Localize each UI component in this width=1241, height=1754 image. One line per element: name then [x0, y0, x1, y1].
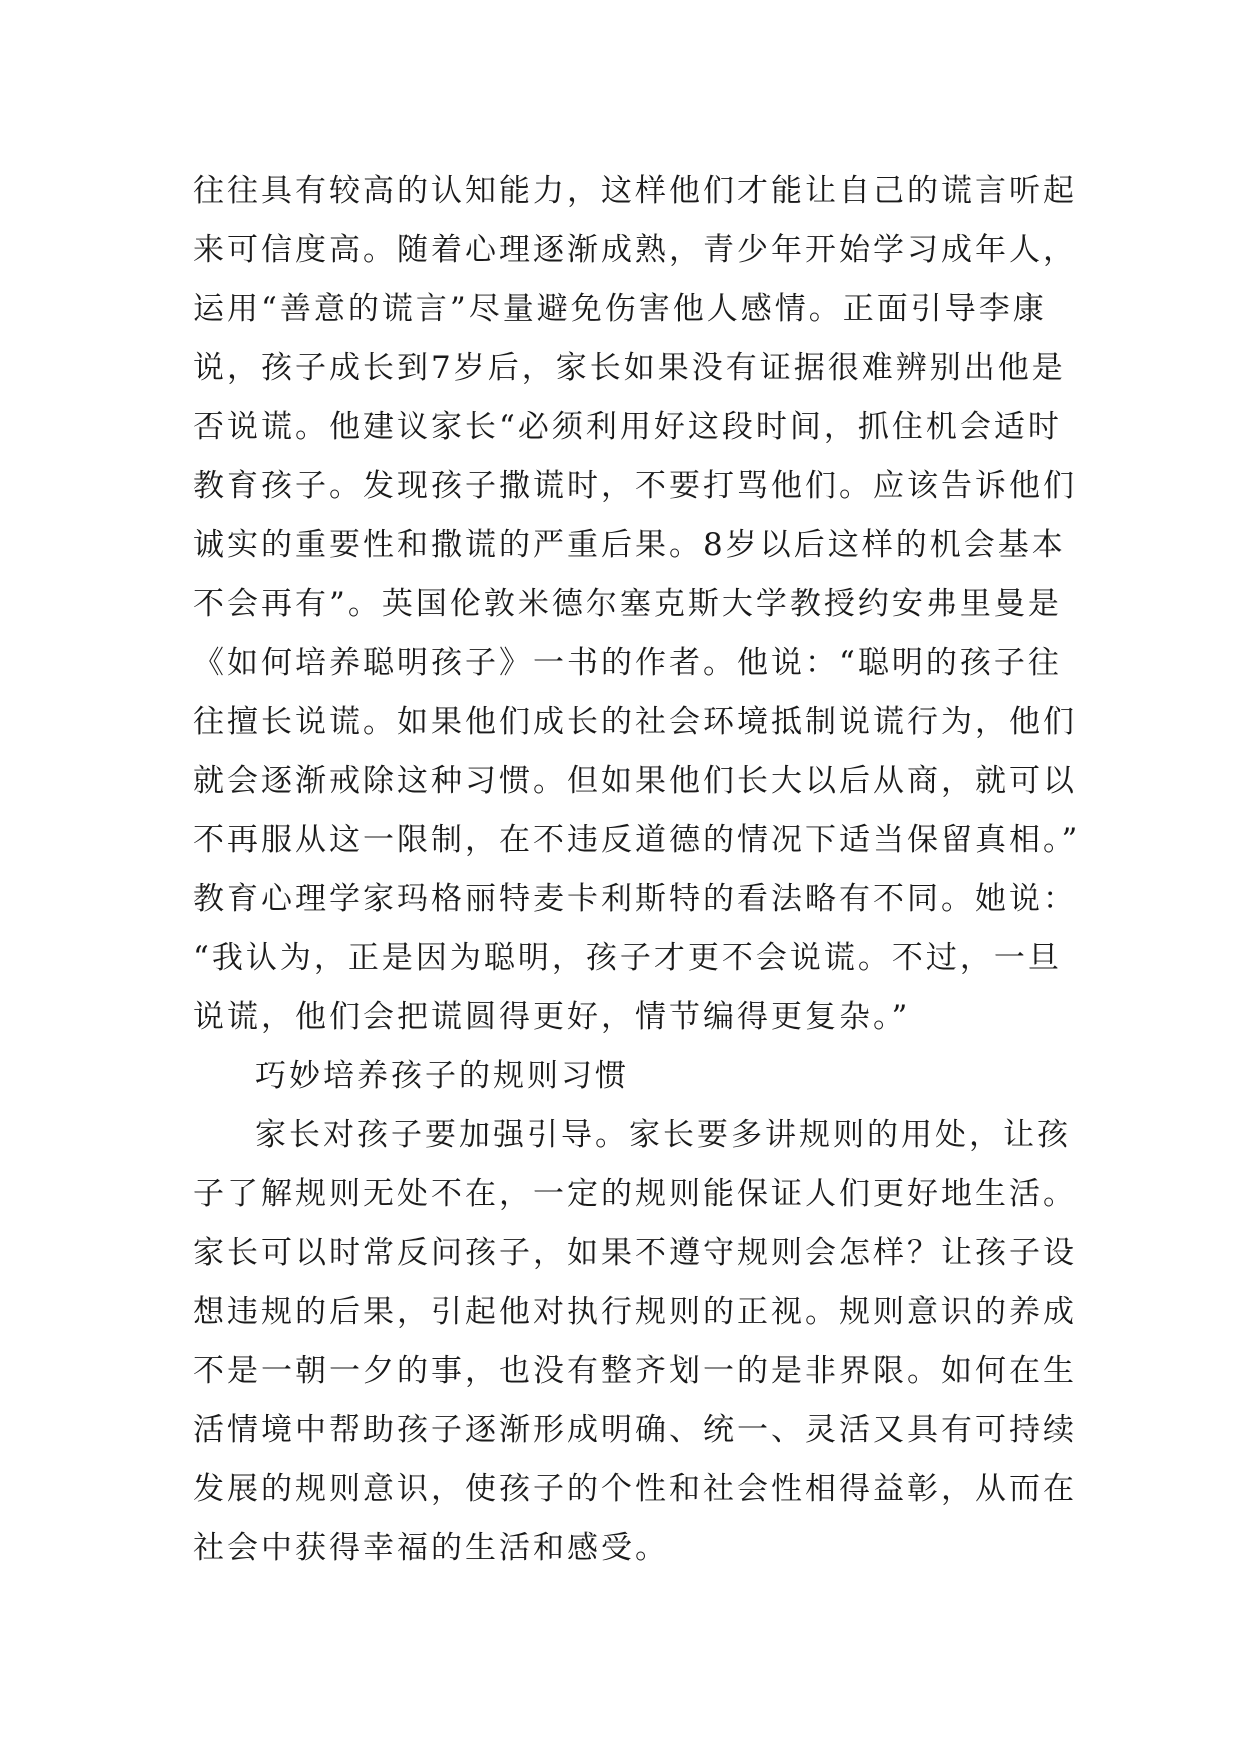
text-line: 不再服从这一限制，在不违反道德的情况下适当保留真相。” [193, 822, 1081, 858]
paragraph-first-line: 家长对孩子要加强引导。家长要多讲规则的用处，让孩 [255, 1117, 1071, 1153]
text-line: 家长可以时常反问孩子，如果不遵守规则会怎样？让孩子设 [193, 1235, 1077, 1271]
text-line: 活情境中帮助孩子逐渐形成明确、统一、灵活又具有可持续 [193, 1412, 1077, 1448]
text-line: 子了解规则无处不在，一定的规则能保证人们更好地生活。 [193, 1176, 1077, 1212]
text-line: 说谎，他们会把谎圆得更好，情节编得更复杂。” [193, 999, 911, 1035]
text-line: 往擅长说谎。如果他们成长的社会环境抵制说谎行为，他们 [193, 704, 1077, 740]
text-line: 想违规的后果，引起他对执行规则的正视。规则意识的养成 [193, 1294, 1077, 1330]
paragraph-first-line: 巧妙培养孩子的规则习惯 [255, 1058, 629, 1094]
text-line: 教育心理学家玛格丽特麦卡利斯特的看法略有不同。她说： [193, 881, 1077, 917]
text-line: “我认为，正是因为聪明，孩子才更不会说谎。不过，一旦 [193, 940, 1062, 976]
text-line: 《如何培养聪明孩子》一书的作者。他说：“聪明的孩子往 [193, 645, 1062, 681]
text-line: 往往具有较高的认知能力，这样他们才能让自己的谎言听起 [193, 173, 1077, 209]
text-line: 否说谎。他建议家长“必须利用好这段时间，抓住机会适时 [193, 409, 1062, 445]
body-text [193, 162, 1093, 1578]
text-line: 就会逐渐戒除这种习惯。但如果他们长大以后从商，就可以 [193, 763, 1077, 799]
text-line: 不是一朝一夕的事，也没有整齐划一的是非界限。如何在生 [193, 1353, 1077, 1389]
text-line: 发展的规则意识，使孩子的个性和社会性相得益彰，从而在 [193, 1471, 1077, 1507]
text-line: 社会中获得幸福的生活和感受。 [193, 1530, 669, 1566]
text-line: 诚实的重要性和撒谎的严重后果。8岁以后这样的机会基本 [193, 527, 1066, 563]
text-line: 来可信度高。随着心理逐渐成熟，青少年开始学习成年人， [193, 232, 1077, 268]
text-line: 说，孩子成长到7岁后，家长如果没有证据很难辨别出他是 [193, 350, 1066, 386]
text-line: 不会再有”。英国伦敦米德尔塞克斯大学教授约安弗里曼是 [193, 586, 1062, 622]
text-line: 运用“善意的谎言”尽量避免伤害他人感情。正面引导李康 [193, 291, 1047, 327]
text-line: 教育孩子。发现孩子撒谎时，不要打骂他们。应该告诉他们 [193, 468, 1077, 504]
